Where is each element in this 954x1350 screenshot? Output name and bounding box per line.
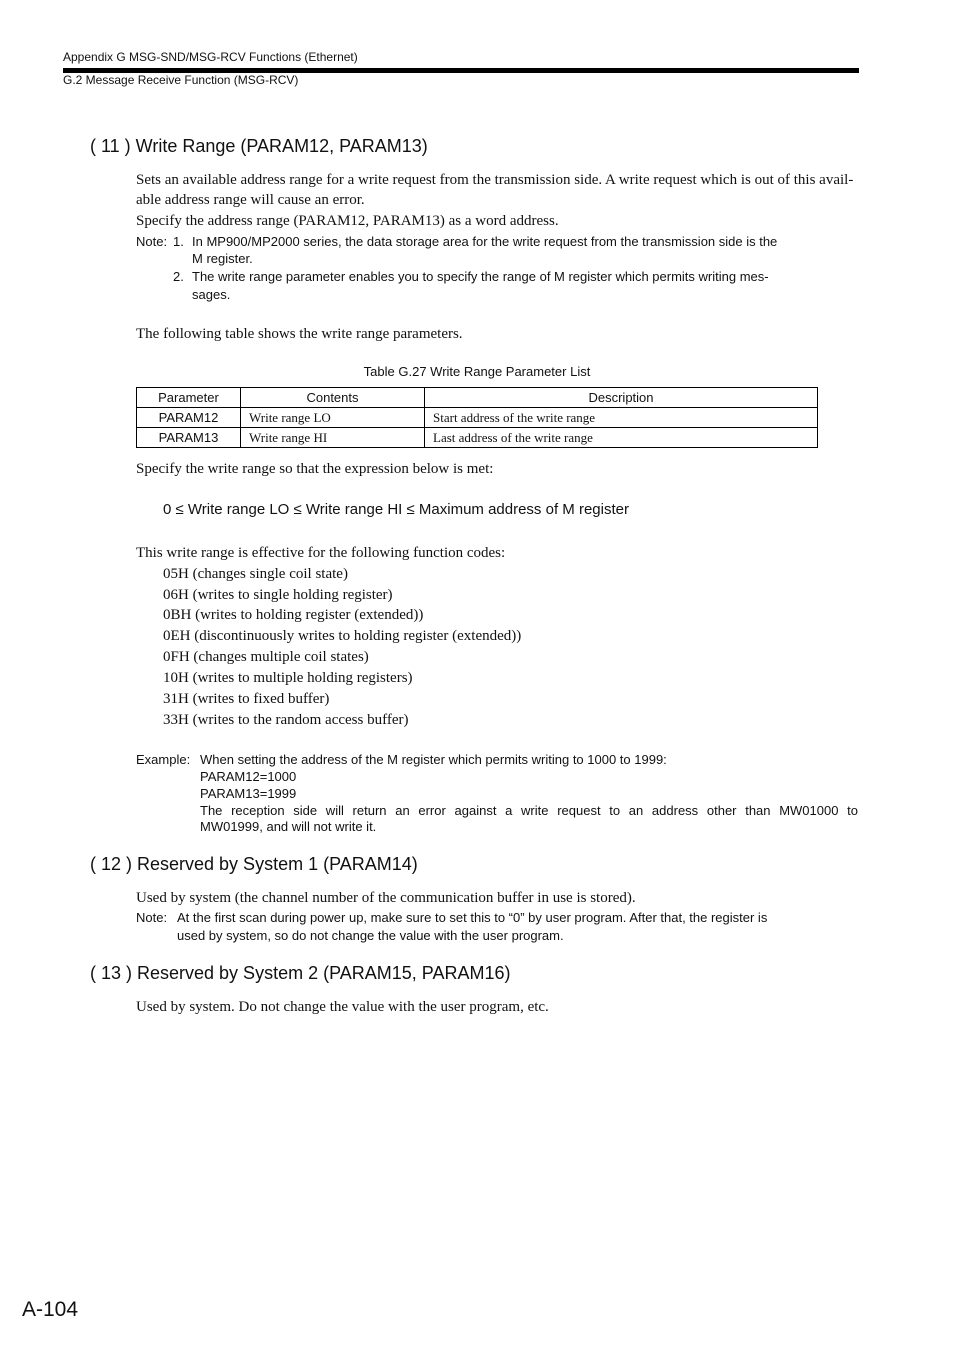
example-label: Example: [136,752,191,767]
section-12-title: ( 12 ) Reserved by System 1 (PARAM14) [90,854,418,874]
table-cell: Last address of the write range [425,428,818,448]
section-11-para1-line2: able address range will cause an error. [136,192,365,208]
note2-line1: The write range parameter enables you to specify the range of M register which permits writing mes- [192,269,769,284]
note-label: Note: [136,234,168,249]
write-range-expression: 0 ≤ Write range LO ≤ Write range HI ≤ Maximum address of M register [163,501,629,518]
chapter-header: Appendix G MSG-SND/MSG-RCV Functions (Ethernet) [63,50,358,64]
section-11-para2: Specify the address range (PARAM12, PARAM13) as a word address. [136,213,559,229]
write-range-parameter-table [136,387,818,448]
function-codes-intro: This write range is effective for the following function codes: [136,545,506,561]
table-cell: Start address of the write range [425,408,818,428]
note1-line2: M register. [192,251,253,266]
section-12-note-line1: At the first scan during power up, make sure to set this to “0” by user program. After that, the register is [177,910,768,925]
section-header: G.2 Message Receive Function (MSG-RCV) [63,73,299,87]
expression-intro: Specify the write range so that the expression below is met: [136,461,494,477]
function-code-item: 31H (writes to fixed buffer) [163,691,330,707]
note2-line2: sages. [192,287,231,302]
table-intro: The following table shows the write range parameters. [136,326,463,342]
example-line: PARAM13=1999 [200,786,297,801]
function-code-item: 33H (writes to the random access buffer) [163,712,409,728]
example-line: PARAM12=1000 [200,769,297,784]
section-12-note-line2: used by system, so do not change the value with the user program. [177,928,564,943]
function-code-item: 06H (writes to single holding register) [163,587,393,603]
function-code-item: 0FH (changes multiple coil states) [163,649,369,665]
section-11-title: ( 11 ) Write Range (PARAM12, PARAM13) [90,136,428,156]
section-13-body: Used by system. Do not change the value with the user program, etc. [136,999,549,1015]
page-number: A-104 [22,1298,79,1321]
section-11-para1-line1: Sets an available address range for a write request from the transmission side. A write request which is out of this avail- [136,172,854,188]
example-line: MW01999, and will not write it. [200,819,377,834]
table-cell: PARAM12 [137,408,241,428]
table-cell: PARAM13 [137,428,241,448]
function-code-item: 10H (writes to multiple holding registers) [163,670,413,686]
example-line: When setting the address of the M register which permits writing to 1000 to 1999: [200,752,667,767]
function-code-item: 0BH (writes to holding register (extended)) [163,607,424,623]
table-caption: Table G.27 Write Range Parameter List [363,364,591,379]
section-12-note-label: Note: [136,910,168,925]
table-cell: Write range LO [241,408,425,428]
table-row [137,428,818,448]
table-cell: Write range HI [241,428,425,448]
function-code-item: 05H (changes single coil state) [163,566,348,582]
table-row [137,408,818,428]
table-header-row [137,388,818,408]
table-header-cell: Description [425,388,818,408]
example-line: The reception side will return an error against a write request to an address other than MW01000 to [200,803,858,818]
section-12-body: Used by system (the channel number of the communication buffer in use is stored). [136,890,636,906]
table-header-cell: Parameter [137,388,241,408]
note1-line1: In MP900/MP2000 series, the data storage area for the write request from the transmission side is the [192,234,778,249]
note2-number: 2. [173,269,184,284]
section-13-title: ( 13 ) Reserved by System 2 (PARAM15, PARAM16) [90,963,511,983]
note1-number: 1. [173,234,184,249]
function-code-item: 0EH (discontinuously writes to holding register (extended)) [163,628,522,644]
table-header-cell: Contents [241,388,425,408]
